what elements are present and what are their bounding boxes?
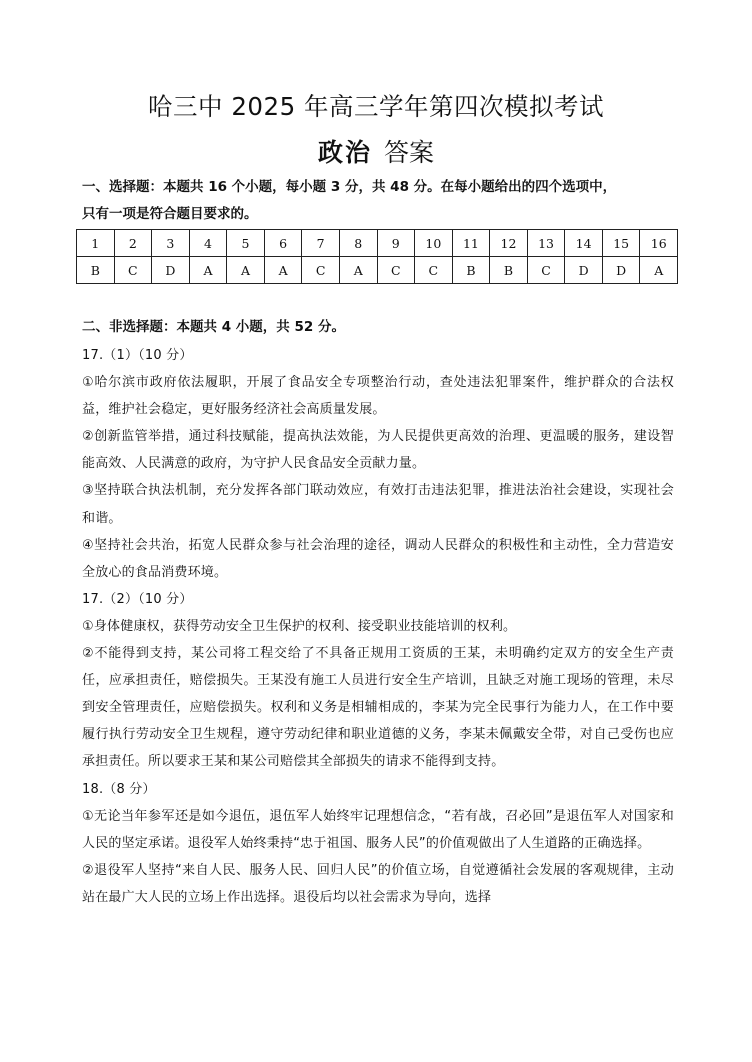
answer-table (76, 229, 678, 284)
question-number-cell: 7 (302, 230, 340, 257)
answer-cell: A (264, 257, 302, 284)
section1-heading (82, 174, 682, 228)
question-number-cell: 5 (227, 230, 265, 257)
answer-label: 答案 (384, 138, 435, 167)
question-number-cell: 16 (640, 230, 678, 257)
answer-cell: A (339, 257, 377, 284)
answer-cell: C (415, 257, 453, 284)
question-number-cell: 4 (189, 230, 227, 257)
question-number-row (77, 230, 678, 257)
answer-cell: A (640, 257, 678, 284)
answer-cell: D (565, 257, 603, 284)
answer-paragraph: 17.（1）（10 分） (82, 348, 193, 363)
answer-paragraph: ②不能得到支持，某公司将工程交给了不具备正规用工资质的王某，未明确约定双方的安全生产责任，应承担责任，赔偿损失。王某没有施工人员进行安全生产培训，且缺乏对施工现场的管理，未尽到安全管理责任，应赔偿损失。权利和义务是相辅相成的，李某为完全民事行为能力人，在工作中要履行执行劳动安全卫生规程，遵守劳动纪律和职业道德的义务，李某未佩戴安全带，对自己受伤也应承担责任。所以要求王某和某公司赔偿其全部损失的请求不能得到支持。 (82, 646, 674, 770)
question-number-cell: 13 (527, 230, 565, 257)
answer-paragraph: 17.（2）（10 分） (82, 591, 193, 607)
question-number-cell: 12 (490, 230, 528, 257)
question-number-cell: 10 (415, 230, 453, 257)
answer-cell: B (490, 257, 528, 284)
answer-row (77, 257, 678, 284)
answer-body (82, 342, 674, 911)
answer-paragraph: ②创新监管举措，通过科技赋能，提高执法效能，为人民提供更高效的治理、更温暖的服务，建设智能高效、人民满意的政府，为守护人民食品安全贡献力量。 (82, 429, 674, 472)
answer-cell: D (602, 257, 640, 284)
subject-label: 政治 (317, 138, 372, 167)
question-number-cell: 1 (77, 230, 115, 257)
answer-paragraph: ①哈尔滨市政府依法履职，开展了食品安全专项整治行动，查处违法犯罪案件，维护群众的合法权益，维护社会稳定，更好服务经济社会高质量发展。 (82, 375, 674, 418)
answer-paragraph: 18.（8 分） (82, 781, 156, 797)
answer-paragraph: ②退役军人坚持“来自人民、服务人民、回归人民”的价值立场，自觉遵循社会发展的客观规律，主动站在最广大人民的立场上作出选择。退役后均以社会需求为导向，选择 (82, 862, 674, 905)
exam-subtitle (0, 133, 752, 169)
answer-cell: C (377, 257, 415, 284)
answer-cell: C (302, 257, 340, 284)
answer-cell: B (452, 257, 490, 284)
answer-paragraph: ③坚持联合执法机制，充分发挥各部门联动效应，有效打击违法犯罪，推进法治社会建设，实现社会和谐。 (82, 483, 674, 526)
answer-cell: C (527, 257, 565, 284)
question-number-cell: 15 (602, 230, 640, 257)
question-number-cell: 3 (152, 230, 190, 257)
question-number-cell: 2 (114, 230, 152, 257)
answer-cell: C (114, 257, 152, 284)
answer-paragraph: ④坚持社会共治，拓宽人民群众参与社会治理的途径，调动人民群众的积极性和主动性，全力营造安全放心的食品消费环境。 (82, 537, 674, 580)
exam-title: 哈三中 2025 年高三学年第四次模拟考试 (148, 92, 604, 121)
answer-cell: B (77, 257, 115, 284)
answer-paragraph: ①无论当年参军还是如今退伍，退伍军人始终牢记理想信念，“若有战，召必回”是退伍军人对国家和人民的坚定承诺。退役军人始终秉持“忠于祖国、服务人民”的价值观做出了人生道路的正确选择。 (82, 808, 674, 851)
section1-line2: 只有一项是符合题目要求的。 (82, 206, 258, 222)
question-number-cell: 14 (565, 230, 603, 257)
question-number-cell: 11 (452, 230, 490, 257)
question-number-cell: 9 (377, 230, 415, 257)
answer-paragraph: ①身体健康权，获得劳动安全卫生保护的权利、接受职业技能培训的权利。 (82, 618, 517, 634)
answer-cell: A (189, 257, 227, 284)
section2-heading: 二、非选择题：本题共 4 小题，共 52 分。 (82, 319, 345, 335)
section1-line1: 一、选择题：本题共 16 个小题，每小题 3 分，共 48 分。在每小题给出的四个选项中， (82, 179, 617, 195)
answer-cell: D (152, 257, 190, 284)
question-number-cell: 6 (264, 230, 302, 257)
answer-cell: A (227, 257, 265, 284)
question-number-cell: 8 (339, 230, 377, 257)
